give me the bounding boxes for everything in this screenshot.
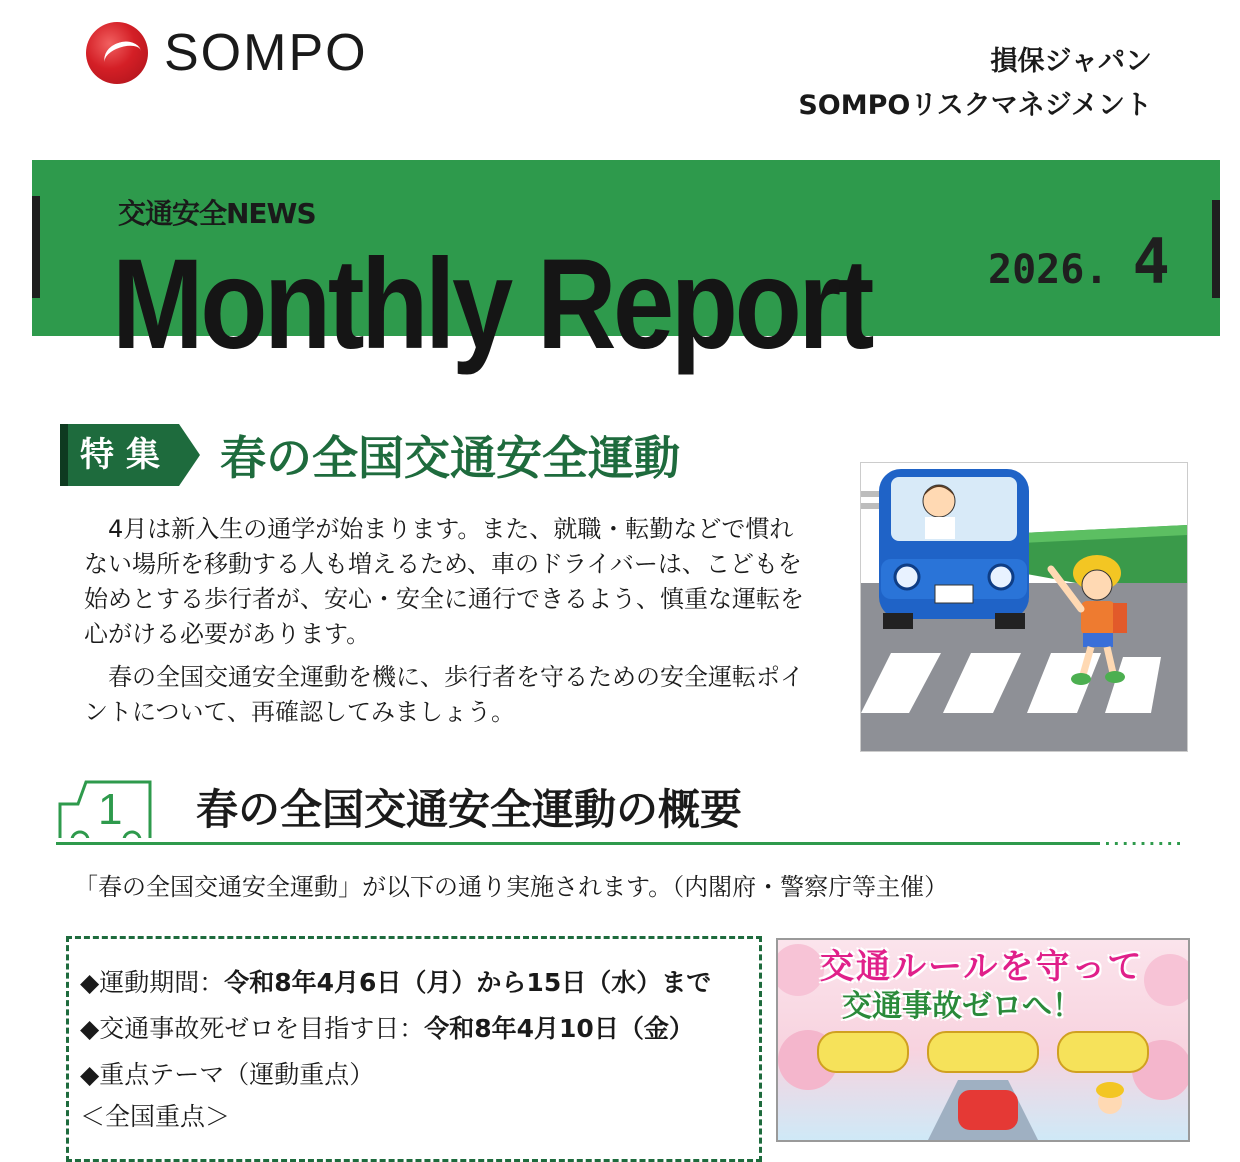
feature-paragraph-1: 4月は新入生の通学が始まります。また、就職・転勤などで慣れない場所を移動する人も増えるため、車のドライバーは、こどもを始めとする歩行者が、安心・安全に通行できるよう、慎重な運転を心がける必要があります。 (84, 515, 804, 648)
bullet-priority-theme (80, 1058, 374, 1092)
report-title: Monthly Report (112, 233, 872, 376)
sompo-logo-icon (86, 22, 148, 84)
sub-heading-national-priorities: ＜全国重点＞ (80, 1102, 231, 1131)
bullet-value: 令和8年4月10日（金） (424, 1014, 694, 1043)
issue-month: 4 (1132, 225, 1170, 298)
section-1-rule-dash (1100, 842, 1186, 845)
banner-edge-left (32, 196, 40, 298)
section-1-rule (56, 842, 1186, 845)
section-1-title: 春の全国交通安全運動の概要 (196, 785, 743, 834)
bullet-campaign-period (80, 966, 711, 1000)
feature-title: 春の全国交通安全運動 (220, 431, 680, 485)
news-label: 交通安全NEWS (118, 197, 316, 230)
banner-edge-right (1212, 200, 1220, 298)
car-and-child-illustration (861, 463, 1187, 751)
issue-date (988, 226, 1170, 306)
poster-slogan-2: 交通事故ゼロへ！ (842, 989, 1082, 1024)
feature-paragraph-2: 春の全国交通安全運動を機に、歩行者を守るための安全運転ポイントについて、再確認してみましょう。 (84, 663, 804, 726)
bullet-label: ◆重点テーマ（運動重点） (80, 1060, 375, 1089)
company-name-2: SOMPOリスクマネジメント (798, 90, 1152, 121)
poster-slogan-1: 交通ルールを守って (820, 947, 1144, 987)
bullet-value: 令和8年4月6日（月）から15日（水）まで (224, 968, 712, 997)
feature-tag-bar (60, 424, 68, 486)
bullet-zero-fatality-day (80, 1012, 694, 1046)
brand-logo-text: SOMPO (164, 24, 368, 82)
bullet-label: ◆運動期間： (80, 968, 225, 997)
section-number: 1 (98, 785, 123, 834)
section-1-intro: 「春の全国交通安全運動」が以下の通り実施されます。（内閣府・警察庁等主催） (74, 873, 949, 901)
crosswalk-illustration (860, 462, 1188, 752)
company-name-1: 損保ジャパン (990, 46, 1152, 77)
bullet-label: ◆交通事故死ゼロを目指す日： (80, 1014, 425, 1043)
feature-tag-label: 特集 (80, 435, 172, 475)
issue-year: 2026. (988, 247, 1109, 293)
